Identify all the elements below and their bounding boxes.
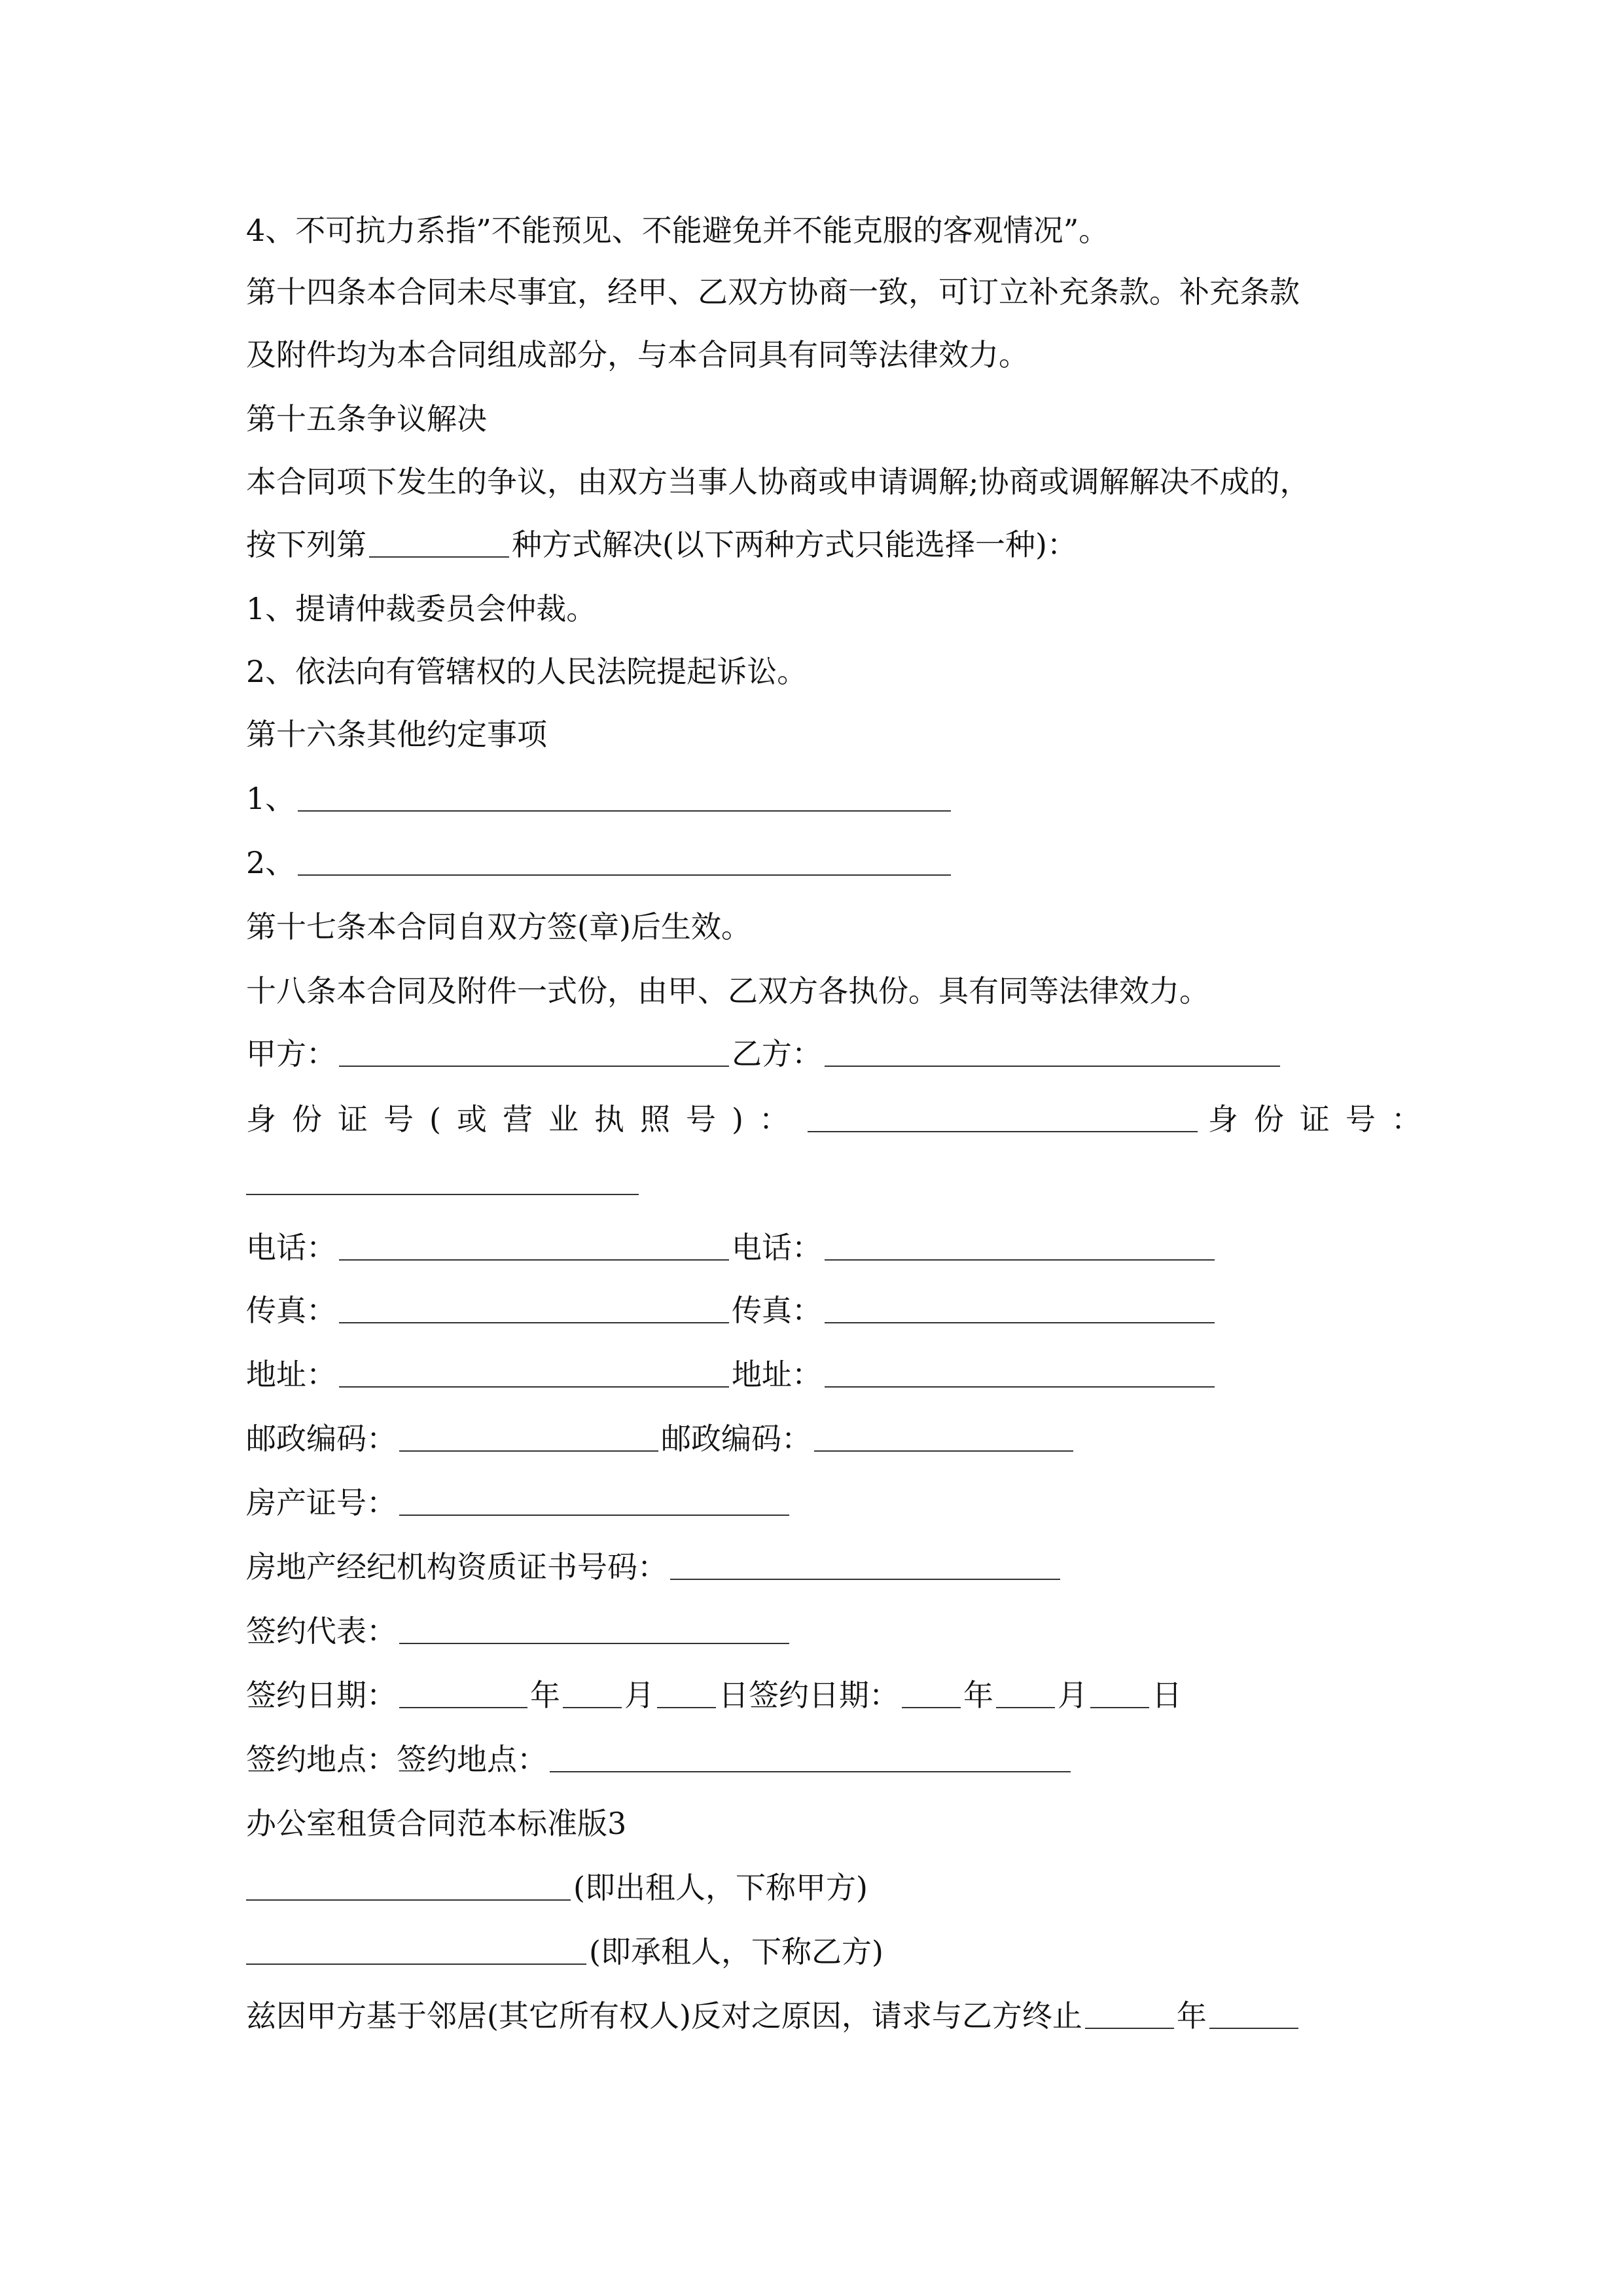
sign-date-a-year-blank[interactable] xyxy=(399,1677,527,1708)
phone-a-label: 电话： xyxy=(246,1230,336,1265)
lessor-label: (即出租人，下称甲方) xyxy=(573,1870,868,1905)
address-b-label: 地址： xyxy=(732,1357,822,1392)
clause-15-text: 本合同项下发生的争议，由双方当事人协商或申请调解;协商或调解解决不成的， xyxy=(246,464,1310,499)
clause-14-line-2: 及附件均为本合同组成部分，与本合同具有同等法律效力。 xyxy=(246,337,1029,372)
property-cert-row xyxy=(246,1483,792,1522)
property-cert-label: 房产证号： xyxy=(246,1485,397,1520)
termination-text: 兹因甲方基于邻居(其它所有权人)反对之原因，请求与乙方终止 xyxy=(246,1998,1082,2034)
clause-17: 第十七条本合同自双方签(章)后生效。 xyxy=(246,909,751,944)
property-cert-blank[interactable] xyxy=(399,1484,789,1516)
party-row xyxy=(246,1034,1283,1073)
address-b-blank[interactable] xyxy=(825,1356,1215,1388)
address-a-blank[interactable] xyxy=(339,1356,729,1388)
month-b-label: 月 xyxy=(1058,1677,1088,1713)
lessor-row xyxy=(246,1868,868,1907)
postcode-a-blank[interactable] xyxy=(399,1420,658,1452)
clause-18: 十八条本合同及附件一式份，由甲、乙双方各执份。具有同等法律效力。 xyxy=(246,973,1209,1009)
agency-cert-row xyxy=(246,1547,1063,1587)
termination-year-blank[interactable] xyxy=(1085,1998,1174,2029)
choice-suffix: 种方式解决(以下两种方式只能选择一种)： xyxy=(512,527,1077,562)
clause-force-majeure: 4、不可抗力系指”不能预见、不能避免并不能克服的客观情况”。 xyxy=(246,213,1109,248)
year-a-label: 年 xyxy=(530,1677,560,1713)
day-b-label: 日 xyxy=(1152,1677,1182,1713)
option-arbitration: 1、提请仲裁委员会仲裁。 xyxy=(246,591,597,626)
postcode-a-label: 邮政编码： xyxy=(246,1421,397,1456)
year-b-label: 年 xyxy=(963,1677,993,1713)
agency-cert-label: 房地产经纪机构资质证书号码： xyxy=(246,1549,668,1585)
other-item-2 xyxy=(246,843,954,882)
clause-15-choice xyxy=(246,525,1077,564)
phone-row xyxy=(246,1228,1217,1267)
id-row xyxy=(246,1100,1437,1139)
other-item-1 xyxy=(246,779,954,818)
sign-date-b-day-blank[interactable] xyxy=(1090,1677,1149,1708)
lessee-label: (即承租人，下称乙方) xyxy=(589,1934,883,1969)
lessor-blank[interactable] xyxy=(246,1869,571,1901)
sign-rep-label: 签约代表： xyxy=(246,1613,397,1649)
sign-place-row xyxy=(246,1740,1073,1779)
sign-rep-row xyxy=(246,1611,792,1651)
sign-date-a-label: 签约日期： xyxy=(246,1677,397,1713)
item-1-blank[interactable] xyxy=(298,780,951,812)
clause-15-heading: 第十五条争议解决 xyxy=(246,401,487,437)
party-b-label: 乙方： xyxy=(732,1036,822,1071)
sign-place-blank[interactable] xyxy=(550,1741,1071,1772)
sign-rep-blank[interactable] xyxy=(399,1613,789,1644)
party-a-label: 甲方： xyxy=(246,1036,336,1071)
fax-b-blank[interactable] xyxy=(825,1292,1215,1323)
address-row xyxy=(246,1355,1217,1394)
agency-cert-blank[interactable] xyxy=(670,1549,1060,1580)
sign-place-label: 签约地点：签约地点： xyxy=(246,1742,547,1777)
item-1-number: 1、 xyxy=(246,781,296,816)
address-a-label: 地址： xyxy=(246,1357,336,1392)
sign-date-row xyxy=(246,1676,1182,1715)
party-a-blank[interactable] xyxy=(339,1035,729,1067)
party-b-blank[interactable] xyxy=(825,1035,1280,1067)
fax-a-blank[interactable] xyxy=(339,1292,729,1323)
lessee-blank[interactable] xyxy=(246,1933,586,1965)
clause-14-line-1: 第十四条本合同未尽事宜，经甲、乙双方协商一致，可订立补充条款。补充条款 xyxy=(246,274,1300,310)
clause-16-heading: 第十六条其他约定事项 xyxy=(246,717,547,752)
fax-a-label: 传真： xyxy=(246,1293,336,1328)
postcode-b-label: 邮政编码： xyxy=(661,1421,812,1456)
fax-b-label: 传真： xyxy=(732,1293,822,1328)
id-a-blank[interactable] xyxy=(808,1101,1198,1132)
postcode-row xyxy=(246,1419,1076,1458)
id-b-blank[interactable] xyxy=(246,1164,639,1195)
day-sign-date-b-label: 日签约日期： xyxy=(719,1677,899,1713)
phone-a-blank[interactable] xyxy=(339,1229,729,1261)
id-a-label: 身份证号(或营业执照号)： xyxy=(246,1102,805,1137)
termination-row xyxy=(246,1996,1301,2036)
termination-year-label: 年 xyxy=(1176,1998,1207,2034)
sign-date-a-day-blank[interactable] xyxy=(657,1677,716,1708)
option-litigation: 2、依法向有管辖权的人民法院提起诉讼。 xyxy=(246,654,808,689)
phone-b-blank[interactable] xyxy=(825,1229,1215,1261)
id-b-row xyxy=(246,1162,641,1202)
sign-date-b-year-blank[interactable] xyxy=(902,1677,961,1708)
lessee-row xyxy=(246,1932,883,1971)
item-2-number: 2、 xyxy=(246,845,296,880)
contract-3-title: 办公室租赁合同范本标准版3 xyxy=(246,1806,627,1841)
choice-blank[interactable] xyxy=(369,526,509,558)
postcode-b-blank[interactable] xyxy=(814,1420,1073,1452)
fax-row xyxy=(246,1291,1217,1330)
choice-prefix: 按下列第 xyxy=(246,527,366,562)
id-b-label: 身份证号： xyxy=(1207,1102,1437,1137)
phone-b-label: 电话： xyxy=(732,1230,822,1265)
item-2-blank[interactable] xyxy=(298,844,951,876)
sign-date-a-month-blank[interactable] xyxy=(563,1677,622,1708)
month-a-label: 月 xyxy=(624,1677,654,1713)
termination-tail-blank[interactable] xyxy=(1209,1998,1298,2029)
sign-date-b-month-blank[interactable] xyxy=(996,1677,1055,1708)
